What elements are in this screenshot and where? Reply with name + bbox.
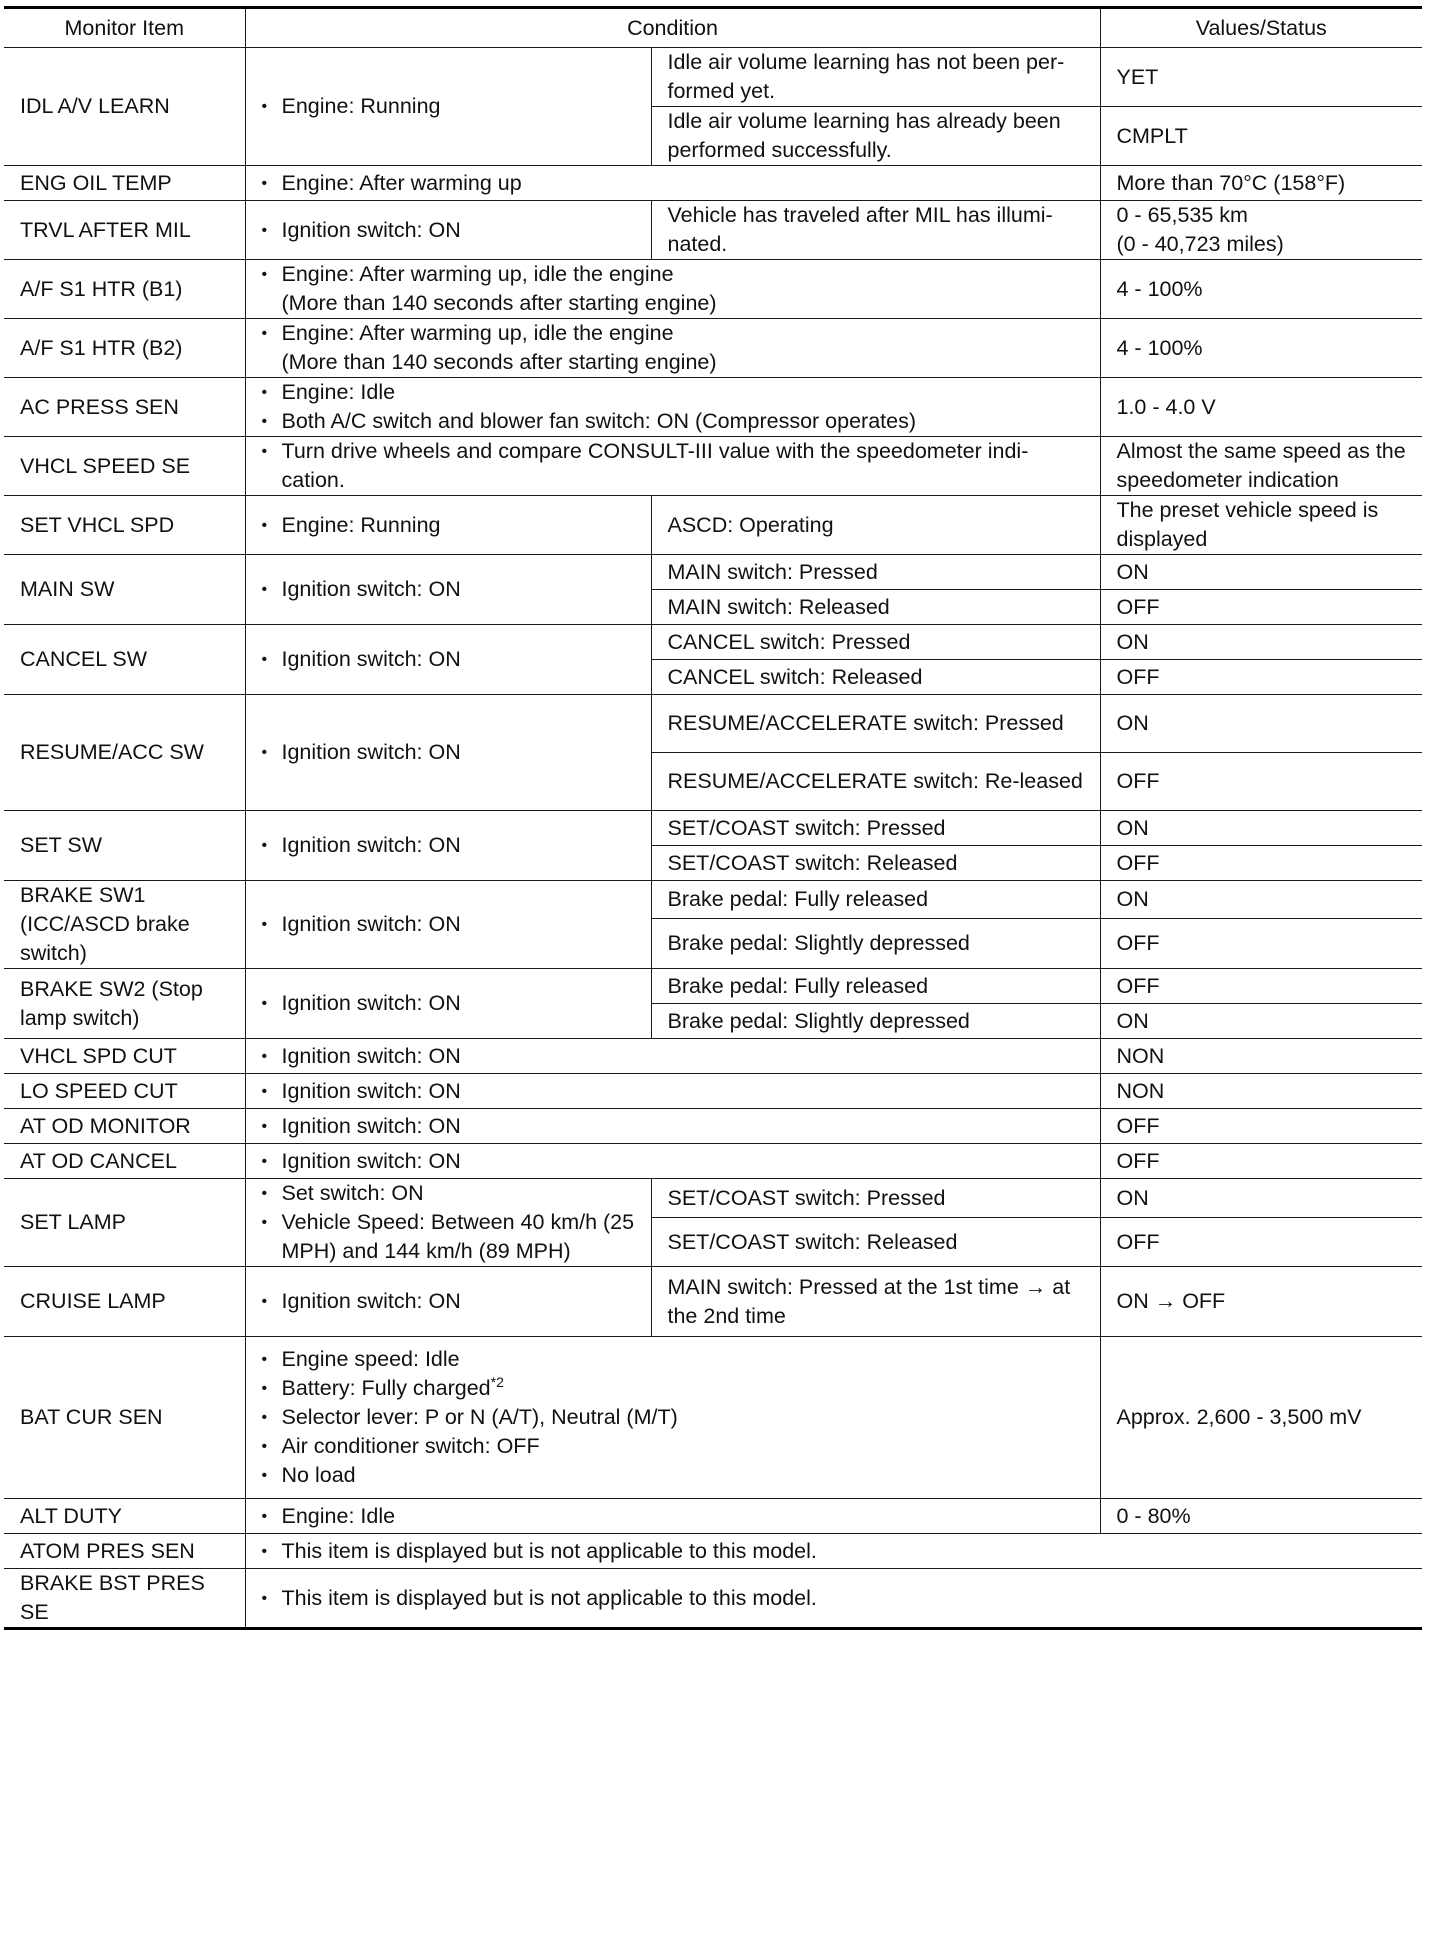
table-row	[4, 625, 1422, 660]
sub-condition: Brake pedal: Fully released	[651, 969, 1100, 1004]
sub-condition: ASCD: Operating	[651, 496, 1100, 555]
value-status: 0 - 80%	[1100, 1499, 1422, 1534]
value-status: 4 - 100%	[1100, 260, 1422, 319]
table-row	[4, 166, 1422, 201]
condition	[245, 437, 1100, 496]
monitor-item: RESUME/ACC SW	[4, 695, 245, 811]
value-status: OFF	[1100, 590, 1422, 625]
condition	[245, 378, 1100, 437]
condition-bullet	[260, 1374, 1090, 1403]
condition-bullet: • Ignition switch: ON	[260, 1042, 1090, 1071]
value-status: ON	[1100, 1004, 1422, 1039]
condition	[245, 496, 651, 555]
condition	[245, 969, 651, 1039]
value-status: Approx. 2,600 - 3,500 mV	[1100, 1337, 1422, 1499]
value-status: ON	[1100, 881, 1422, 919]
table-row	[4, 1534, 1422, 1569]
monitor-item: ALT DUTY	[4, 1499, 245, 1534]
condition	[245, 1534, 1422, 1569]
condition-bullet: • Engine speed: Idle	[260, 1345, 1090, 1374]
sub-condition: Brake pedal: Fully released	[651, 881, 1100, 919]
condition-bullet: • Ignition switch: ON	[260, 1077, 1090, 1106]
sub-condition: Brake pedal: Slightly depressed	[651, 1004, 1100, 1039]
sub-condition: Idle air volume learning has already been performed successfully.	[651, 107, 1100, 166]
condition-bullet: • Ignition switch: ON	[260, 831, 641, 860]
value-status: CMPLT	[1100, 107, 1422, 166]
condition-line: (More than 140 seconds after starting engine)	[281, 350, 717, 374]
value-status: OFF	[1100, 660, 1422, 695]
value-status: YET	[1100, 48, 1422, 107]
value-status: ON	[1100, 625, 1422, 660]
condition	[245, 319, 1100, 378]
monitor-item: AT OD MONITOR	[4, 1109, 245, 1144]
condition	[245, 625, 651, 695]
monitor-item: ENG OIL TEMP	[4, 166, 245, 201]
condition	[245, 695, 651, 811]
table-row	[4, 201, 1422, 260]
condition-bullet: • Engine: Idle	[260, 1502, 1090, 1531]
condition	[245, 811, 651, 881]
value-status: 1.0 - 4.0 V	[1100, 378, 1422, 437]
condition-bullet	[260, 319, 1090, 377]
monitor-item: AT OD CANCEL	[4, 1144, 245, 1179]
table-row	[4, 437, 1422, 496]
condition	[245, 1109, 1100, 1144]
condition-bullet: • Vehicle Speed: Between 40 km/h (25 MPH) and 144 km/h (89 MPH)	[260, 1208, 641, 1266]
value-status: OFF	[1100, 1218, 1422, 1267]
monitor-item: MAIN SW	[4, 555, 245, 625]
value-status: OFF	[1100, 1144, 1422, 1179]
monitor-item: CANCEL SW	[4, 625, 245, 695]
monitor-item: A/F S1 HTR (B2)	[4, 319, 245, 378]
table-row	[4, 1337, 1422, 1499]
table-row	[4, 1039, 1422, 1074]
condition-bullet: • Ignition switch: ON	[260, 1287, 641, 1316]
value-status: OFF	[1100, 753, 1422, 811]
condition-bullet: • Engine: Running	[260, 511, 641, 540]
table-row	[4, 1499, 1422, 1534]
monitor-item: BAT CUR SEN	[4, 1337, 245, 1499]
table-row	[4, 378, 1422, 437]
condition	[245, 48, 651, 166]
condition	[245, 1039, 1100, 1074]
condition-bullet: • Ignition switch: ON	[260, 645, 641, 674]
condition	[245, 1569, 1422, 1629]
value-status: OFF	[1100, 846, 1422, 881]
condition	[245, 881, 651, 969]
monitor-item: BRAKE SW2 (Stop lamp switch)	[4, 969, 245, 1039]
value-status: ON	[1100, 695, 1422, 753]
condition-bullet: • No load	[260, 1461, 1090, 1490]
value-status	[1100, 201, 1422, 260]
condition-text: Battery: Fully charged	[281, 1376, 491, 1400]
sub-condition: Brake pedal: Slightly depressed	[651, 918, 1100, 968]
condition-bullet: • This item is displayed but is not applicable to this model.	[260, 1584, 1413, 1613]
sub-condition: MAIN switch: Pressed	[651, 555, 1100, 590]
sub-condition: SET/COAST switch: Released	[651, 846, 1100, 881]
condition	[245, 1074, 1100, 1109]
value-status: ON → OFF	[1100, 1267, 1422, 1337]
sub-condition: MAIN switch: Released	[651, 590, 1100, 625]
condition	[245, 166, 1100, 201]
sub-condition: Vehicle has traveled after MIL has illumi-nated.	[651, 201, 1100, 260]
condition-bullet: • This item is displayed but is not applicable to this model.	[260, 1537, 1413, 1566]
monitor-item: VHCL SPD CUT	[4, 1039, 245, 1074]
sub-condition: SET/COAST switch: Pressed	[651, 1179, 1100, 1218]
table-row	[4, 695, 1422, 753]
condition-bullet: • Set switch: ON	[260, 1179, 641, 1208]
value-km: 0 - 65,535 km	[1116, 203, 1248, 227]
monitor-item: IDL A/V LEARN	[4, 48, 245, 166]
condition	[245, 1267, 651, 1337]
monitor-item: SET SW	[4, 811, 245, 881]
condition-bullet: • Engine: Idle	[260, 378, 1090, 407]
monitor-item: BRAKE BST PRES SE	[4, 1569, 245, 1629]
table-row	[4, 555, 1422, 590]
condition-bullet	[260, 260, 1090, 318]
value-status: The preset vehicle speed is displayed	[1100, 496, 1422, 555]
condition-bullet: • Ignition switch: ON	[260, 989, 641, 1018]
condition	[245, 201, 651, 260]
table-row	[4, 1569, 1422, 1629]
monitor-item: CRUISE LAMP	[4, 1267, 245, 1337]
header-condition: Condition	[245, 8, 1100, 48]
condition	[245, 1499, 1100, 1534]
value-status: Almost the same speed as the speedometer indication	[1100, 437, 1422, 496]
sub-condition: SET/COAST switch: Released	[651, 1218, 1100, 1267]
monitor-item: TRVL AFTER MIL	[4, 201, 245, 260]
value-status: OFF	[1100, 918, 1422, 968]
condition-bullet: • Ignition switch: ON	[260, 910, 641, 939]
value-status: OFF	[1100, 1109, 1422, 1144]
condition-bullet: • Ignition switch: ON	[260, 738, 641, 767]
condition-line: • Engine: After warming up, idle the engine	[281, 321, 674, 345]
condition-bullet: • Ignition switch: ON	[260, 1147, 1090, 1176]
table-row	[4, 496, 1422, 555]
condition	[245, 1337, 1100, 1499]
header-values-status: Values/Status	[1100, 8, 1422, 48]
condition-bullet: • Turn drive wheels and compare CONSULT-III value with the speedometer indi-cation.	[260, 437, 1090, 495]
value-status: NON	[1100, 1074, 1422, 1109]
condition-line: (More than 140 seconds after starting engine)	[281, 291, 717, 315]
sub-condition: MAIN switch: Pressed at the 1st time → at the 2nd time	[651, 1267, 1100, 1337]
condition-line: • Engine: After warming up, idle the engine	[281, 262, 674, 286]
monitor-item: A/F S1 HTR (B1)	[4, 260, 245, 319]
header-row	[4, 8, 1422, 48]
table-row	[4, 969, 1422, 1004]
condition	[245, 1144, 1100, 1179]
condition-bullet: • Ignition switch: ON	[260, 216, 641, 245]
table-row	[4, 881, 1422, 919]
monitor-item: LO SPEED CUT	[4, 1074, 245, 1109]
value-status: NON	[1100, 1039, 1422, 1074]
monitor-item: BRAKE SW1 (ICC/ASCD brake switch)	[4, 881, 245, 969]
condition-bullet: • Ignition switch: ON	[260, 575, 641, 604]
monitor-item-table	[4, 6, 1422, 1630]
sub-condition: RESUME/ACCELERATE switch: Pressed	[651, 695, 1100, 753]
sub-condition: CANCEL switch: Pressed	[651, 625, 1100, 660]
condition	[245, 555, 651, 625]
footnote-marker: *2	[490, 1374, 504, 1390]
monitor-item: AC PRESS SEN	[4, 378, 245, 437]
value-miles: (0 - 40,723 miles)	[1116, 232, 1284, 256]
value-status: ON	[1100, 811, 1422, 846]
condition	[245, 260, 1100, 319]
value-status: 4 - 100%	[1100, 319, 1422, 378]
sub-condition: CANCEL switch: Released	[651, 660, 1100, 695]
condition-bullet: • Engine: After warming up	[260, 169, 1090, 198]
table-row	[4, 1267, 1422, 1337]
monitor-item: SET VHCL SPD	[4, 496, 245, 555]
header-monitor-item: Monitor Item	[4, 8, 245, 48]
value-status: OFF	[1100, 969, 1422, 1004]
condition-bullet: • Air conditioner switch: OFF	[260, 1432, 1090, 1461]
sub-condition: SET/COAST switch: Pressed	[651, 811, 1100, 846]
table-row	[4, 811, 1422, 846]
table-row	[4, 1074, 1422, 1109]
condition-bullet: • Both A/C switch and blower fan switch: ON (Compressor operates)	[260, 407, 1090, 436]
condition-bullet: • Selector lever: P or N (A/T), Neutral (M/T)	[260, 1403, 1090, 1432]
table-row	[4, 1144, 1422, 1179]
sub-condition: Idle air volume learning has not been per-formed yet.	[651, 48, 1100, 107]
value-status: ON	[1100, 1179, 1422, 1218]
condition-bullet: • Ignition switch: ON	[260, 1112, 1090, 1141]
monitor-item: SET LAMP	[4, 1179, 245, 1267]
monitor-item: ATOM PRES SEN	[4, 1534, 245, 1569]
condition	[245, 1179, 651, 1267]
table-row	[4, 1109, 1422, 1144]
value-status: ON	[1100, 555, 1422, 590]
table-row	[4, 319, 1422, 378]
table-row	[4, 48, 1422, 107]
table-row	[4, 260, 1422, 319]
table-row	[4, 1179, 1422, 1218]
condition-bullet: • Engine: Running	[260, 92, 641, 121]
sub-condition: RESUME/ACCELERATE switch: Re-leased	[651, 753, 1100, 811]
monitor-item: VHCL SPEED SE	[4, 437, 245, 496]
value-status: More than 70°C (158°F)	[1100, 166, 1422, 201]
